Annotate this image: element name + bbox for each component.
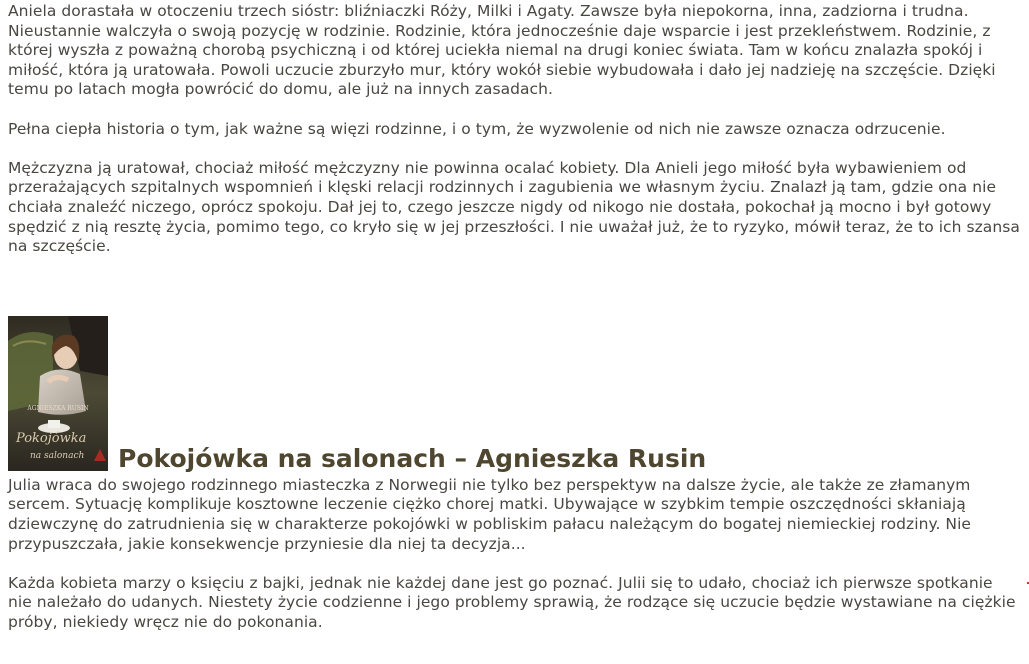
cover-author-text: AGNIESZKA RUSIN	[27, 404, 89, 412]
book-paragraph-2: Każda kobieta marzy o księciu z bajki, jednak nie każdej dane jest go poznać. Julii się to udało, chociaż ich pierwsze spotkanie nie należało do udanych. Niestety życie codzienne i jego problemy sprawią, że rodzące się uczucie będzie wystawiane na ciężkie próby, niekiedy wręcz nie do pokonania.	[8, 573, 1016, 631]
cover-title-line2: na salonach	[30, 450, 85, 461]
article-content	[8, 2, 1020, 632]
book-paragraph-1: Julia wraca do swojego rodzinnego miasteczka z Norwegii nie tylko bez perspektyw na dalsze życie, ale także ze złamanym sercem. Sytuację komplikuje kosztowne leczenie ciężko chorej matki. Ubywające w szybkim tempie oszczędności skłaniają dziewczynę do zatrudnienia się w charakterze pokojówki w pobliskim pałacu należącym do bogatej niemieckiej rodziny. Nie przypuszczała, jakie konsekwencje przyniesie dla niej ta decyzja...	[8, 475, 972, 553]
book-header	[8, 316, 1020, 476]
cover-title-line1: Pokojówka	[16, 430, 87, 446]
book-cover-illustration	[8, 316, 108, 471]
article-paragraph-3: Mężczyzna ją uratował, chociaż miłość mężczyzny nie powinna ocalać kobiety. Dla Anieli jego miłość była wybawieniem od przerażających szpitalnych wspomnień i klęski relacji rodzinnych i zagubienia we własnym życiu. Znalazł ją tam, gdzie ona nie chciała znaleźć niczego, oprócz spokoju. Dał jej to, czego jeszcze nigdy od nikogo nie dostała, pokochał ją mocno i był gotowy spędzić z nią resztę życia, pomimo tego, co kryło się w jej przeszłości. I nie uważał już, że to ryzyko, mówił teraz, że to ich szansa na szczęście.	[8, 158, 1020, 256]
article-paragraph-1: Aniela dorastała w otoczeniu trzech sióstr: bliźniaczki Róży, Milki i Agaty. Zawsze była niepokorna, inna, zadziorna i trudna. Nieustannie walczyła o swoją pozycję w rodzinie. Rodzinie, która jednocześnie daje wsparcie i jest przekleństwem. Rodzinie, z której wyszła z poważną chorobą psychiczną i od której uciekła niemal na drugi koniec świata. Tam w końcu znalazła spokój i miłość, która ją uratowała. Powoli uczucie zburzyło mur, który wokół siebie wybudowała i dało jej nadzieję na szczęście. Dzięki temu po latach mogła powrócić do domu, ale już na innych zasadach.	[8, 2, 996, 99]
book-cover-image[interactable]	[8, 316, 108, 471]
book-title-heading: Pokojówka na salonach – Agnieszka Rusin	[118, 443, 707, 473]
article-paragraph-2: Pełna ciepła historia o tym, jak ważne są więzi rodzinne, i o tym, że wyzwolenie od nich nie zawsze oznacza odrzucenie.	[8, 119, 946, 138]
